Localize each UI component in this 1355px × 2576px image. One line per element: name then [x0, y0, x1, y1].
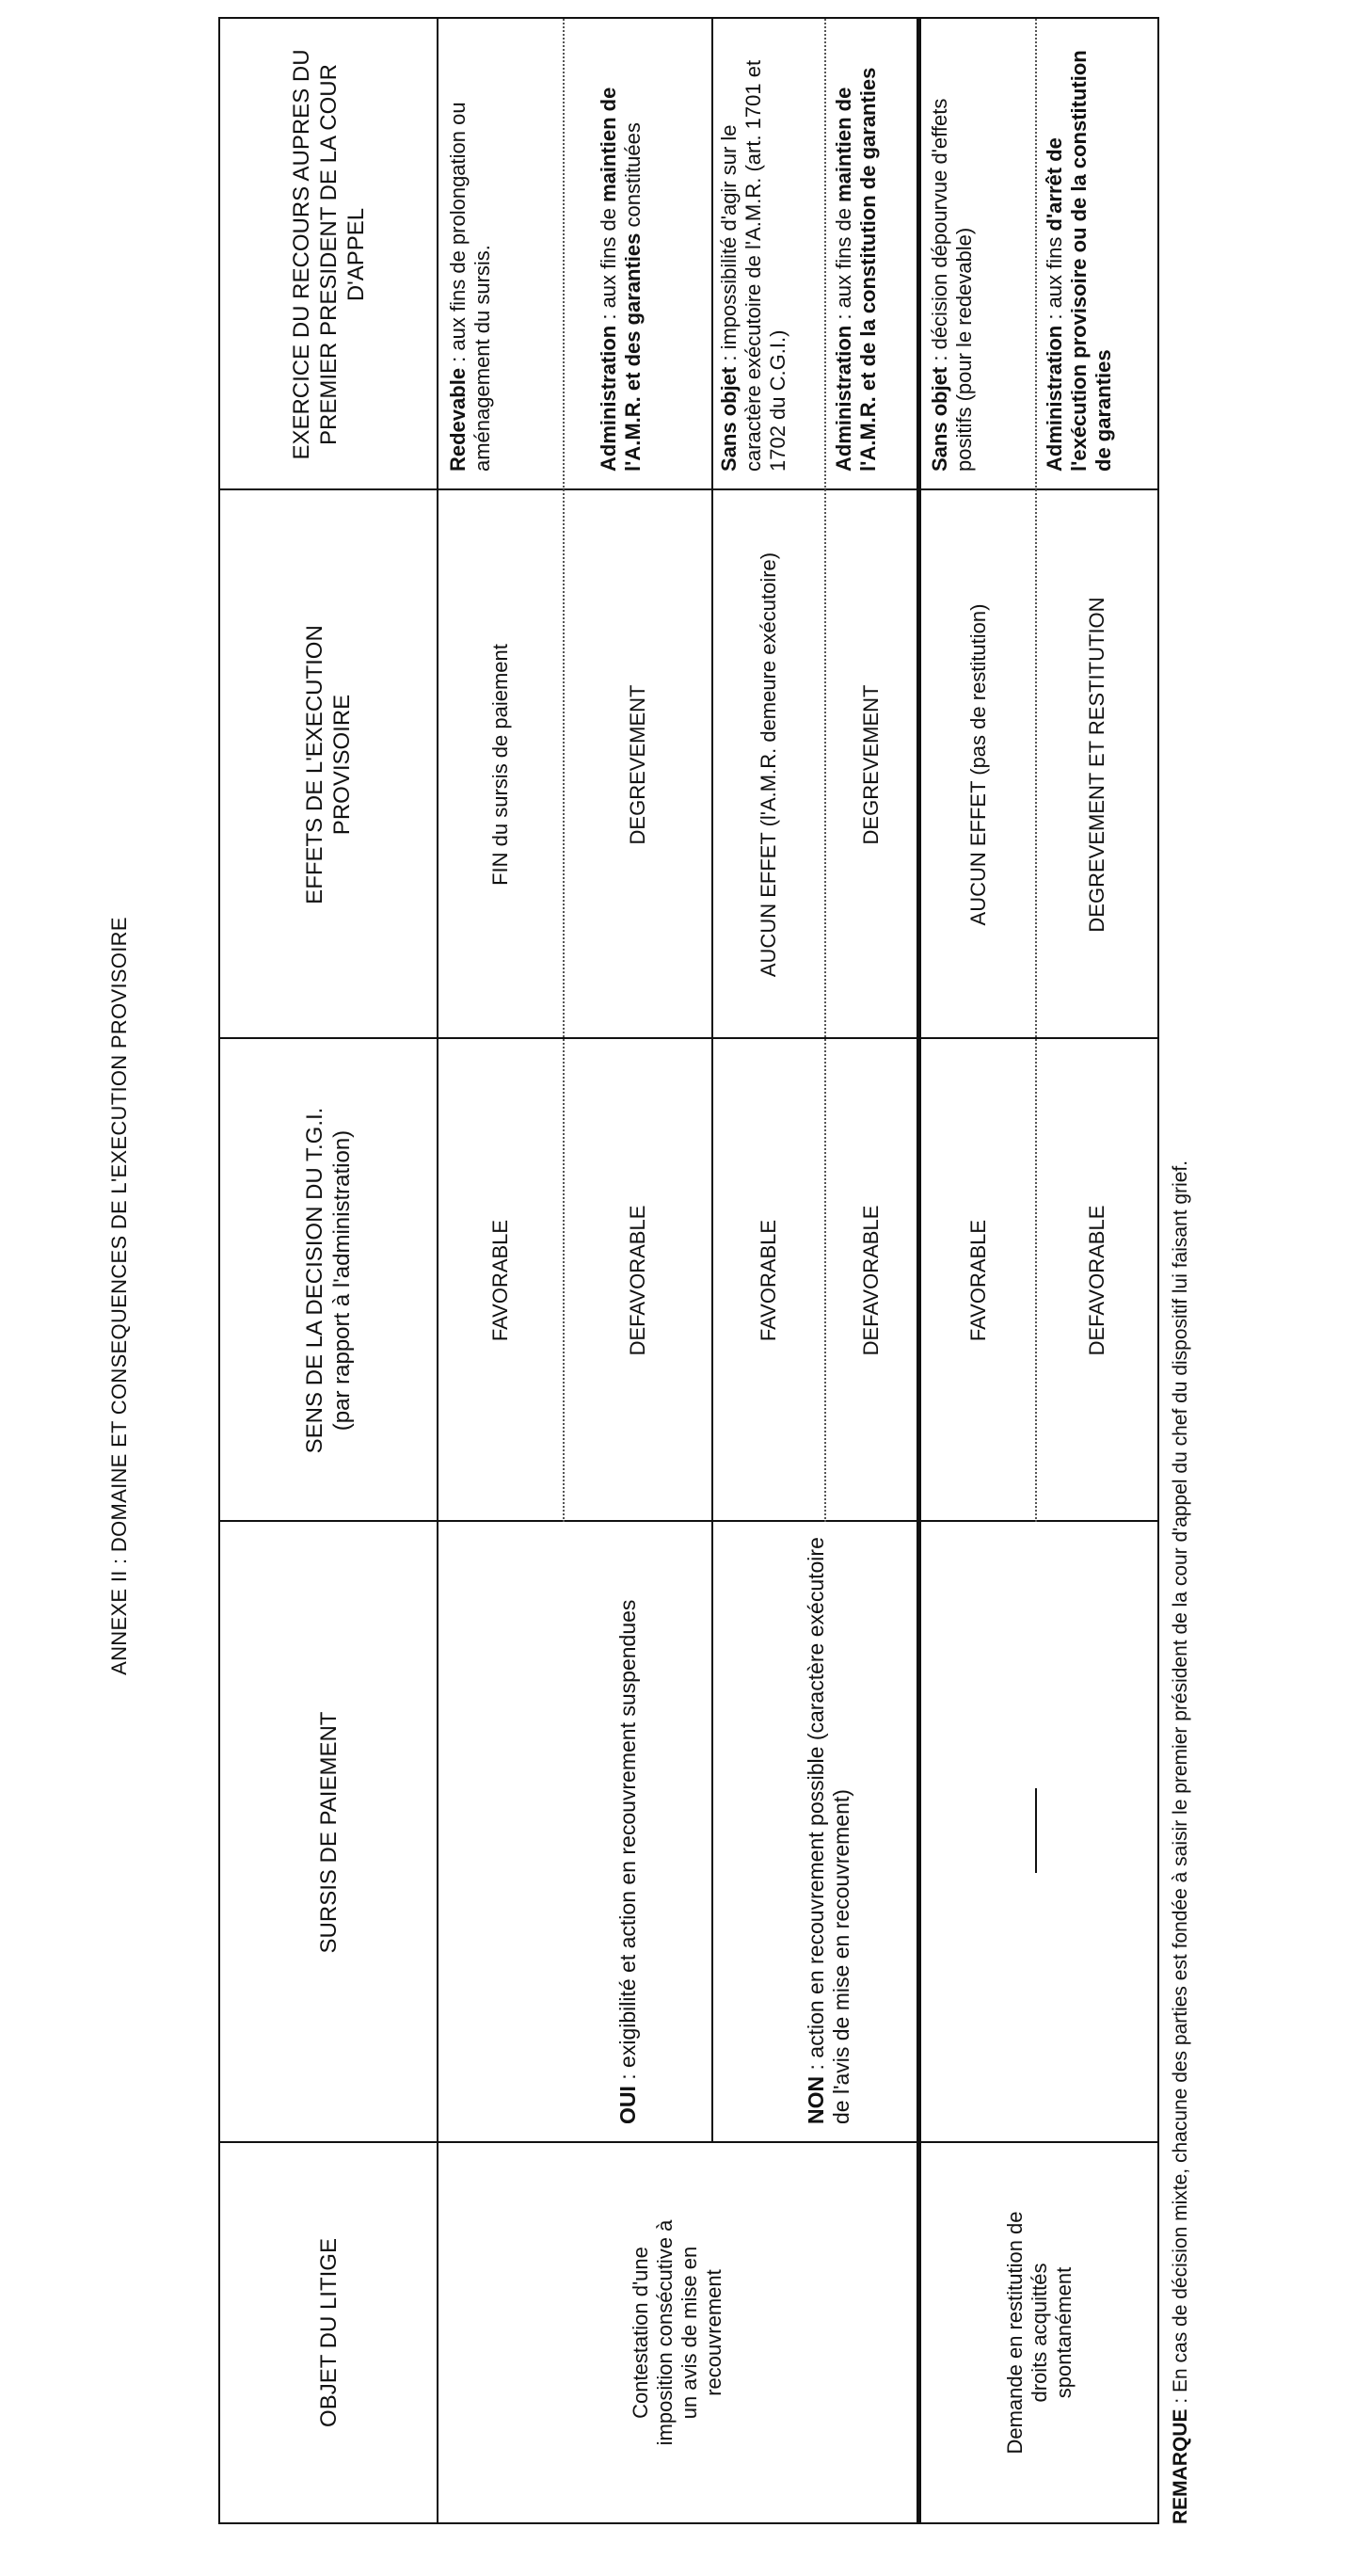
- header-sens-title: SENS DE LA DECISION DU T.G.I.: [302, 1107, 327, 1454]
- annex-table: [218, 17, 1159, 2524]
- g2r2-effets: DEGREVEMENT ET RESTITUTION: [1085, 597, 1108, 933]
- g2r2-sens: DEFAVORABLE: [1085, 1205, 1108, 1356]
- g2r2-recours: [1043, 19, 1156, 490]
- row-divider: [711, 1522, 713, 2143]
- remark-text: : En cas de décision mixte, chacune des parties est fondée à saisir le premier président de la cour d'appel du chef du dispositif lui faisant grief.: [1170, 1160, 1191, 2409]
- sursis-non: [804, 1522, 915, 2143]
- g1r3-recours: [717, 19, 822, 490]
- header-sens-subtitle: (par rapport à l'administration): [329, 1129, 355, 1432]
- g1r2-sens: DEFAVORABLE: [626, 1205, 649, 1356]
- g1r3-recours-bold: Sans objet: [717, 366, 741, 472]
- remark: [1170, 21, 1192, 2524]
- g2r1-sens: FAVORABLE: [965, 1219, 990, 1342]
- sursis-non-label: NON: [804, 2075, 828, 2124]
- g2r1-recours-bold: Sans objet: [928, 366, 951, 472]
- remark-label: REMARQUE: [1170, 2408, 1191, 2524]
- g2r2-recours-bold: Administration: [1043, 325, 1066, 472]
- g1r1-effets: FIN du sursis de paiement: [488, 644, 512, 886]
- g1r2-recours: [597, 19, 709, 490]
- g1r1-recours: [446, 19, 563, 490]
- sursis-non-text: : action en recouvrement possible (caractère exécutoire de l'avis de mise en recouvrement): [804, 1537, 853, 2124]
- g2r2-recours-bold2: d'arrêt de l'exécution provisoire ou de la constitution de garanties: [1043, 50, 1115, 472]
- g1r3-effets: AUCUN EFFET (l'A.M.R. demeure exécutoire): [757, 552, 780, 978]
- g2r1-recours: [928, 19, 1033, 490]
- g1r4-recours-text1: : aux fins de: [832, 201, 855, 326]
- g1r4-recours-bold2: maintien de l'A.M.R. et de la constitution de garanties: [832, 67, 880, 472]
- g2r1-effets: AUCUN EFFET (pas de restitution): [965, 603, 990, 926]
- g1r3-sens: FAVORABLE: [757, 1219, 780, 1342]
- g1r4-sens: DEFAVORABLE: [859, 1205, 883, 1356]
- page-title: ANNEXE II : DOMAINE ET CONSEQUENCES DE L'EXECUTION PROVISOIRE: [107, 917, 131, 1675]
- sursis-none-dash: [1035, 1788, 1037, 1873]
- g1r2-recours-text1: : aux fins de: [597, 201, 620, 326]
- g1r1-recours-bold: Redevable: [446, 367, 470, 472]
- header-effets: EFFETS DE L'EXECUTION PROVISOIRE: [302, 625, 355, 904]
- g1r4-recours: [832, 19, 915, 490]
- g1r2-recours-bold: Administration: [597, 325, 620, 472]
- sursis-oui: [615, 1522, 709, 2143]
- g1r4-effets: DEGREVEMENT: [859, 684, 883, 845]
- header-recours: EXERCICE DU RECOURS AUPRES DU PREMIER PRESIDENT DE LA COUR D'APPEL: [288, 49, 369, 460]
- g1r4-recours-bold: Administration: [832, 325, 855, 472]
- header-objet: OBJET DU LITIGE: [315, 2238, 342, 2427]
- sursis-oui-label: OUI: [615, 2086, 640, 2124]
- header-sursis: SURSIS DE PAIEMENT: [315, 1711, 342, 1954]
- group2-objet: Demande en restitution de droits acquittés spontanément: [1002, 2211, 1076, 2455]
- g1r1-sens: FAVORABLE: [488, 1219, 512, 1342]
- g1r2-recours-text2: constituées: [621, 122, 645, 233]
- g2r2-recours-text1: : aux fins: [1043, 231, 1066, 326]
- header-sens: [220, 1039, 437, 1522]
- group1-objet: Contestation d'une imposition consécutive à un avis de mise en recouvrement: [629, 2219, 725, 2446]
- g1r2-recours-bold2: maintien de l'A.M.R. et des garanties: [597, 87, 645, 472]
- g1r1-recours-text: : aux fins de prolongation ou aménagement du sursis.: [446, 102, 494, 472]
- g1r3-recours-text: : impossibilité d'agir sur le caractère exécutoire de l'A.M.R. (art. 1701 et 1702 du C.G.I.): [717, 59, 789, 472]
- row-divider: [711, 19, 713, 490]
- g2r1-recours-text: : décision dépourvue d'effets positifs (pour le redevable): [928, 98, 976, 472]
- g1r2-effets: DEGREVEMENT: [626, 684, 649, 845]
- sursis-oui-text: : exigibilité et action en recouvrement suspendues: [615, 1599, 640, 2087]
